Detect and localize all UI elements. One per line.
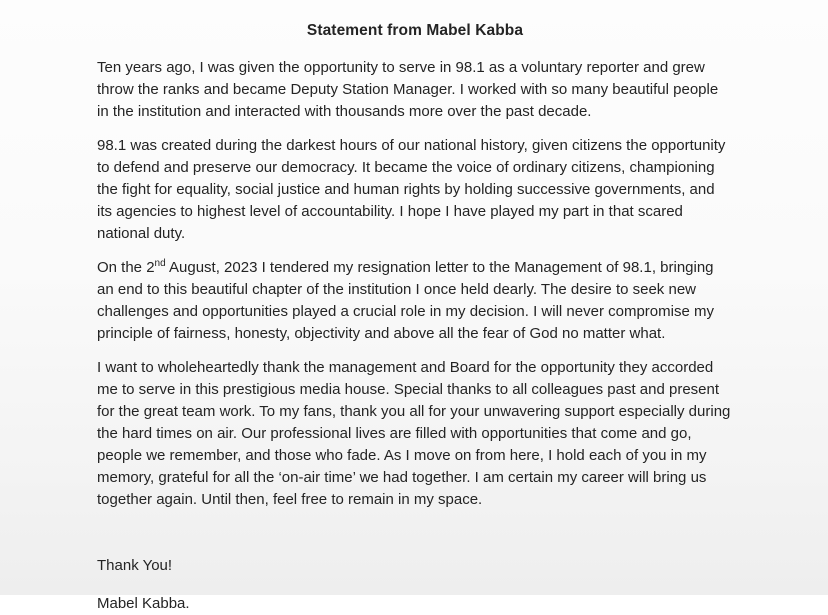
ordinal-superscript: nd [154,258,166,269]
paragraph-station-history: 98.1 was created during the darkest hours of our national history, given citizens the opportunity to defend and preserve our democracy. It became the voice of ordinary citizens, championing the fight for equality, social justice and human rights by holding successive governments, and its agencies to highest level of accountability. I hope I have played my part in that scared national duty. [97,137,726,242]
paragraph-resignation [97,257,733,345]
resignation-date-rest: August, 2023 I tendered my resignation letter to the Management of 98.1, bringing an end to this beautiful chapter of the institution I once held dearly. The desire to seek new challenges and opportunities played a crucial role in my decision. I will never compromise my principle of fairness, honesty, objectivity and above all the fear of God no matter what. [97,259,714,342]
document-title: Statement from Mabel Kabba [306,22,524,39]
paragraph-intro: Ten years ago, I was given the opportunity to serve in 98.1 as a voluntary reporter and grew throw the ranks and became Deputy Station Manager. I worked with so many beautiful people in the institution and interacted with thousands more over the past decade. [97,59,719,120]
closing-text: Thank You! [97,557,173,574]
signature-text: Mabel Kabba. [97,595,190,612]
resignation-date-prefix: On the 2 [97,259,155,276]
paragraph-thanks: I want to wholeheartedly thank the management and Board for the opportunity they accorded me to serve in this prestigious media house. Special thanks to all colleagues past and present for the great team work. To my fans, thank you all for your unwavering support especially during the hard times on air. Our professional lives are filled with opportunities that come and go, people we remember, and those who fade. As I move on from here, I hold each of you in my memory, grateful for all the ‘on-air time’ we had together. I am certain my career will bring us together again. Until then, feel free to remain in my space. [97,359,731,508]
